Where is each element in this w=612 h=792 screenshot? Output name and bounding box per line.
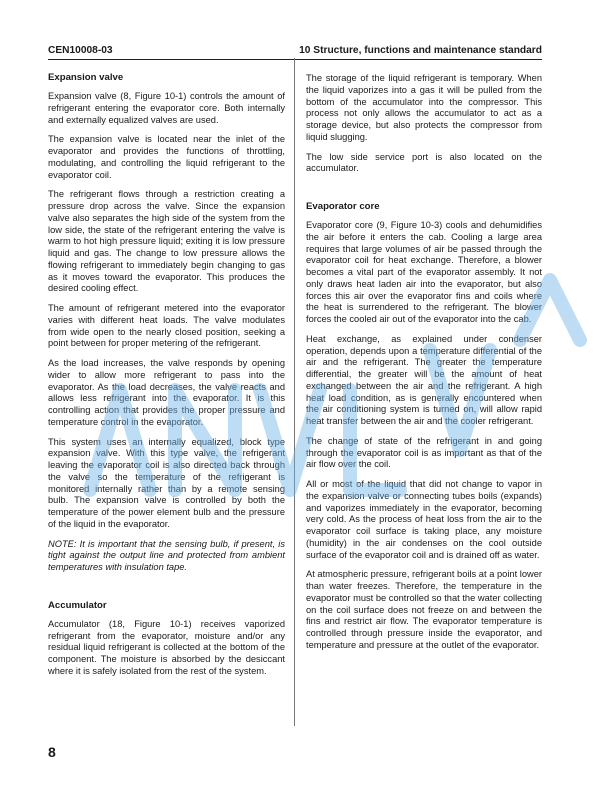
page-number: 8 xyxy=(48,744,56,760)
paragraph: The low side service port is also located on the accumulator. xyxy=(306,151,542,174)
note-text: NOTE: It is important that the sensing bulb, if present, is tight against the output line and protected from ambient temperatures with insulation tape. xyxy=(48,538,285,572)
right-column xyxy=(306,73,542,660)
document-id: CEN10008-03 xyxy=(48,45,113,56)
paragraph: The storage of the liquid refrigerant is temporary. When the liquid vaporizes into a gas it will be pulled from the bottom of the accumulator into the compressor. This process not only allows the accumulator to act as a storage device, but also protects the compressor from liquid slugging. xyxy=(306,73,542,142)
paragraph: All or most of the liquid that did not change to vapor in the expansion valve or connecting tubes boils (expands) and vaporizes immediately in the evaporator, becoming very cold. As the process of heat loss from the air to the evaporator coil surface is taking place, any moisture (humidity) in the air condenses on the cool outside surface of the evaporator coil and is drained off as water. xyxy=(306,479,542,560)
column-divider xyxy=(294,58,295,726)
paragraph: The amount of refrigerant metered into the evaporator varies with different heat loads. The valve modulates from wide open to the nearly closed position, seeking a point between for proper metering of the refrigerant. xyxy=(48,303,285,349)
paragraph: The expansion valve is located near the inlet of the evaporator and provides the functions of throttling, modulating, and controlling the liquid refrigerant to the evaporator coil. xyxy=(48,134,285,180)
accumulator-heading: Accumulator xyxy=(48,599,107,611)
spacer xyxy=(306,183,542,201)
paragraph: The refrigerant flows through a restriction creating a pressure drop across the valve. Since the expansion valve also separates the high side of the system from the low side, the state of the refrigerant entering the valve is warm to hot high pressure liquid; exiting it is low pressure liquid and gas. The change to low pressure allows the flowing refrigerant to immediately begin changing to gas as it moves toward the evaporator. This produces the desired cooling effect. xyxy=(48,189,285,294)
paragraph: Evaporator core (9, Figure 10-3) cools and dehumidifies the air before it enters the cab. Cooling a large area requires that large volumes of air be passed through the evaporator coil for heat exchange. Therefore, a blower becomes a vital part of the evaporator assembly. It not only draws heat laden air into the evaporator, but also forces this air over the evaporator fins and coils where the heat is surrendered to the refrigerant. The blower forces the cooled air out of the evaporator into the cab. xyxy=(306,220,542,324)
section-title: 10 Structure, functions and maintenance standard xyxy=(299,45,542,56)
evaporator-core-heading: Evaporator core xyxy=(306,201,380,212)
paragraph: Accumulator (18, Figure 10-1) receives vaporized refrigerant from the evaporator, moisture and/or any residual liquid refrigerant is collected at the bottom of the component. The moisture is absorbed by the desiccant where it is safely isolated from the rest of the system. xyxy=(48,618,285,676)
page-header xyxy=(48,38,542,60)
paragraph: Heat exchange, as explained under condenser operation, depends upon a temperature differential of the air and the refrigerant. The greater the temperature differential, the greater will be the amount of heat exchanged between the air and the refrigerant. A high heat load condition, as is generally encountered when the air conditioning system is turned on, will allow rapid heat transfer between the air and the cooler refrigerant. xyxy=(306,333,542,426)
paragraph: As the load increases, the valve responds by opening wider to allow more refrigerant to pass into the evaporator. As the load decreases, the valve reacts and allows less refrigerant into the evaporator. It is this controlling action that provides the proper pressure and temperature control in the evaporator. xyxy=(48,358,285,427)
spacer xyxy=(48,582,285,600)
left-column xyxy=(48,72,285,686)
paragraph: At atmospheric pressure, refrigerant boils at a point lower than water freezes. Therefore, the temperature in the evaporator must be controlled so that the water collecting on the coil surface does not freeze on and between the fins and restrict air flow. The evaporator temperature is controlled through pressure inside the evaporator, and temperature and pressure at the outlet of the evaporator. xyxy=(306,569,542,650)
paragraph: This system uses an internally equalized, block type expansion valve. With this type valve, the refrigerant leaving the evaporator coil is also directed back through the valve so the temperature of the refrigerant is monitored internally rather than by a remote sensing bulb. The expansion valve is controlled by both the temperature of the power element bulb and the pressure of the liquid in the evaporator. xyxy=(48,436,285,529)
expansion-valve-heading: Expansion valve xyxy=(48,72,124,83)
paragraph: Expansion valve (8, Figure 10-1) controls the amount of refrigerant entering the evaporator core. Both internally and externally equalized valves are used. xyxy=(48,91,285,125)
paragraph: The change of state of the refrigerant in and going through the evaporator coil is as important as that of the air flow over the coil. xyxy=(306,435,542,470)
